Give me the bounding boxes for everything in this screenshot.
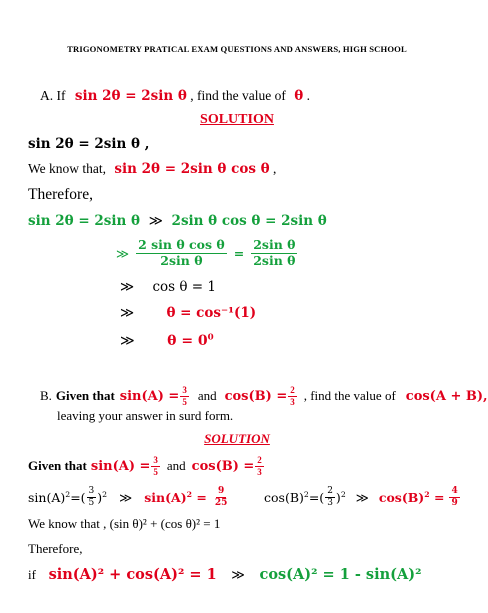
a-step2	[116, 236, 298, 270]
a-step3	[120, 279, 216, 295]
question-b-cosB-fraction	[288, 386, 297, 407]
b-square-sin-result-fraction	[213, 487, 230, 508]
question-a	[40, 88, 310, 104]
question-b-line2: leaving your answer in surd form.	[57, 408, 234, 423]
exponent: 2	[102, 489, 108, 499]
a-step5-text	[167, 333, 214, 349]
question-b-and: and	[197, 388, 217, 403]
b-square-cos-func: cos(B)	[264, 489, 304, 505]
b-square-sin-result: $\sin(A)^2$ =	[144, 489, 207, 505]
solution-a-label: SOLUTION	[200, 112, 274, 127]
a-step4-text: θ = cos⁻¹(1)	[166, 305, 257, 321]
fraction-denominator: 2sin θ	[160, 252, 203, 268]
fraction-numerator: 2	[327, 485, 333, 496]
fraction-numerator: 2 sin θ cos θ	[138, 237, 225, 252]
fraction-numerator: 9	[217, 485, 225, 496]
b-square-cos-left	[264, 490, 309, 505]
implies-icon: ≫	[120, 279, 135, 295]
b-given: Given that	[28, 458, 87, 473]
question-a-theta: θ	[294, 88, 304, 104]
fraction-denominator: 5	[182, 396, 187, 407]
exponent: 2	[340, 489, 346, 499]
b-square-cos-eq: =(	[308, 489, 325, 505]
question-a-equation: sin 2θ = 2sin θ	[74, 88, 187, 104]
b-and: and	[166, 458, 186, 473]
question-b-prefix: B.	[40, 388, 52, 403]
b-square-sin	[28, 485, 230, 509]
b-square-sin-fraction	[87, 487, 97, 508]
b-square-sin-result-func: sin(A)	[144, 489, 187, 505]
question-a-prefix: A. If	[40, 88, 66, 103]
a-know-prefix: We know that,	[28, 161, 107, 176]
b-know-line: We know that , (sin θ)² + (cos θ)² = 1	[28, 516, 221, 531]
fraction-numerator: 3	[182, 384, 187, 395]
b-cosB: cos(B) =	[191, 458, 255, 474]
b-therefore: Therefore,	[28, 541, 83, 556]
fraction-denominator: 3	[327, 497, 333, 508]
fraction-numerator: 2	[257, 454, 262, 465]
a-step1	[28, 213, 327, 229]
b-final-identity: sin(A)² + cos(A)² = 1	[48, 566, 217, 583]
a-step5-base: θ = 0	[167, 333, 208, 349]
equals-sign: =	[233, 245, 245, 261]
close-paren: )	[335, 489, 341, 505]
b-square-sin-close	[97, 490, 107, 505]
a-know-line	[28, 161, 276, 177]
a-step2-fraction-left	[136, 239, 227, 267]
b-square-sin-eq: =(	[70, 489, 86, 505]
a-step2-fraction-right	[251, 239, 297, 267]
document-title: TRIGONOMETRY PRATICAL EXAM QUESTIONS AND ANSWERS, HIGH SCHOOL	[67, 44, 407, 54]
question-b-sinA-fraction	[180, 386, 189, 407]
question-a-mid: , find the value of	[190, 88, 286, 103]
fraction-denominator: 25	[214, 497, 228, 508]
exponent: 2	[424, 489, 430, 499]
exponent: 2	[65, 489, 71, 499]
fraction-numerator: 3	[88, 485, 95, 496]
question-b-target: cos(A + B),	[405, 388, 488, 404]
a-step1-left: sin 2θ = 2sin θ	[28, 213, 140, 229]
implies-icon: ≫	[120, 333, 135, 349]
fraction-denominator: 5	[88, 497, 95, 508]
close-paren: )	[97, 489, 103, 505]
a-know-end: ,	[273, 161, 277, 176]
solution-b-label: SOLUTION	[204, 431, 270, 446]
b-square-cos-fraction	[325, 487, 335, 508]
b-square-sin-func: sin(A)	[28, 489, 66, 505]
b-square-cos-result-fraction	[449, 487, 459, 508]
question-b-sinA: sin(A) =	[119, 388, 180, 404]
implies-icon: ≫	[231, 568, 245, 583]
question-b	[40, 386, 488, 406]
b-final-rearranged: cos(A)² = 1 - sin(A)²	[259, 566, 422, 583]
fraction-numerator: 2	[290, 384, 295, 395]
implies-icon: ≫	[119, 489, 133, 505]
b-sinA: sin(A) =	[90, 458, 151, 474]
b-sinA-fraction	[151, 456, 160, 477]
fraction-denominator: 2sin θ	[253, 252, 296, 268]
implies-icon: ≫	[116, 245, 130, 261]
a-step4	[120, 305, 256, 321]
b-square-cos	[264, 485, 461, 509]
b-cosB-fraction	[255, 456, 264, 477]
a-line1: sin 2θ = 2sin θ ,	[28, 136, 150, 152]
a-therefore: Therefore,	[28, 186, 93, 203]
fraction-numerator: 4	[451, 485, 458, 496]
question-b-given: Given that	[55, 388, 115, 403]
solution-b-heading	[0, 431, 474, 447]
a-step1-right: 2sin θ cos θ = 2sin θ	[171, 213, 327, 229]
b-final-line	[28, 566, 421, 583]
exponent: 2	[186, 489, 193, 499]
implies-icon: ≫	[148, 213, 163, 229]
solution-a-heading	[0, 112, 474, 128]
fraction-denominator: 3	[257, 466, 262, 477]
implies-icon: ≫	[120, 305, 135, 321]
b-square-sin-left	[28, 490, 70, 505]
question-b-cosB: cos(B) =	[224, 388, 288, 404]
question-a-end: .	[306, 88, 310, 103]
b-final-if: if	[28, 567, 36, 582]
a-know-identity: sin 2θ = 2sin θ cos θ	[114, 161, 270, 177]
a-step5-exponent: 0	[207, 332, 214, 343]
b-square-cos-close	[336, 490, 346, 505]
implies-icon: ≫	[355, 489, 369, 505]
fraction-denominator: 5	[153, 466, 158, 477]
fraction-denominator: 3	[290, 396, 295, 407]
question-b-mid: , find the value of	[303, 388, 396, 403]
b-given-line	[28, 455, 265, 477]
b-square-cos-result: $\cos(B)^2$ =	[378, 489, 445, 505]
a-step5	[120, 333, 214, 349]
b-square-cos-result-func: cos(B)	[378, 489, 425, 505]
fraction-numerator: 2sin θ	[253, 237, 296, 252]
a-step3-text: cos θ = 1	[152, 279, 216, 295]
exponent: 2	[303, 489, 309, 499]
fraction-numerator: 3	[153, 454, 158, 465]
fraction-denominator: 9	[451, 497, 458, 508]
